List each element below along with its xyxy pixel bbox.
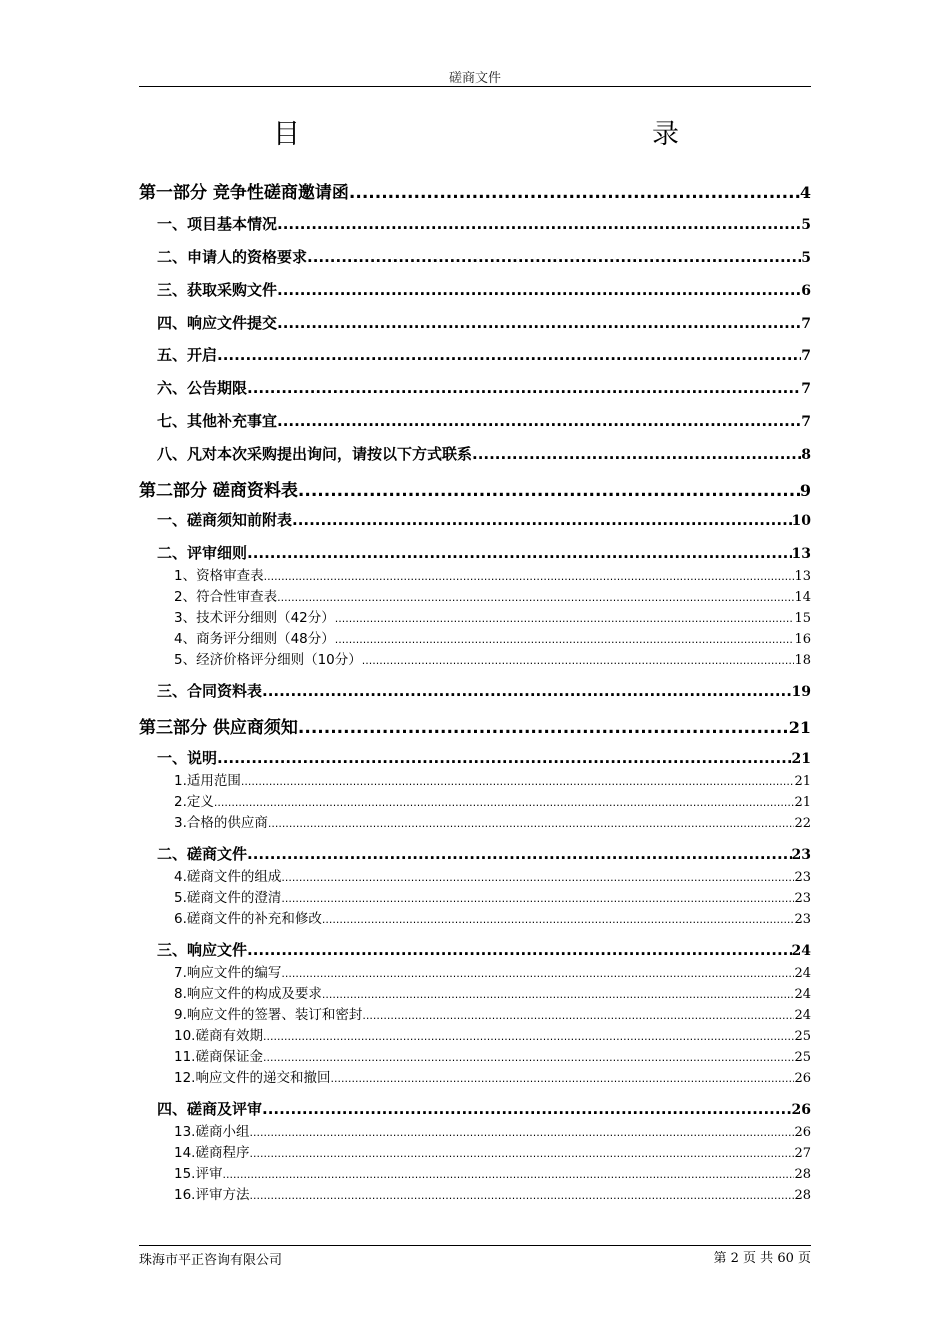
toc-entry[interactable]: [157, 312, 811, 333]
toc-entry[interactable]: [157, 213, 811, 234]
toc-dot-leader: [292, 511, 792, 529]
footer-page-info: 第 2 页 共 60 页: [713, 1251, 811, 1266]
toc-dot-leader: [472, 445, 801, 463]
toc-dot-leader: [281, 871, 794, 884]
toc-dot-leader: [262, 682, 792, 700]
toc-dot-leader: [268, 817, 795, 830]
toc-heading: [0, 112, 950, 152]
toc-entry-label: 15.评审: [174, 1166, 223, 1182]
toc-entry-page: 23: [794, 870, 811, 885]
toc-dot-leader: [263, 1051, 794, 1064]
toc-entry[interactable]: [174, 1024, 811, 1044]
toc-entry-label: 3.合格的供应商: [174, 815, 268, 831]
toc-entry-label: 四、磋商及评审: [157, 1100, 263, 1118]
toc-dot-leader: [264, 570, 795, 583]
toc-entry-page: 23: [794, 912, 811, 927]
toc-entry[interactable]: [174, 1141, 811, 1161]
toc-entry-label: 二、评审细则: [157, 544, 248, 562]
toc-entry-label: 第一部分 竞争性磋商邀请函: [139, 183, 349, 203]
toc-dot-leader: [217, 346, 801, 364]
toc-dot-leader: [307, 248, 801, 266]
toc-entry-page: 26: [791, 1102, 811, 1118]
toc-entry[interactable]: [157, 1098, 811, 1119]
toc-dot-leader: [214, 796, 795, 809]
toc-entry-label: 2.定义: [174, 794, 214, 810]
toc-entry-page: 7: [801, 414, 811, 430]
toc-entry[interactable]: [174, 886, 811, 906]
toc-entry[interactable]: [139, 713, 811, 738]
toc-entry-label: 二、磋商文件: [157, 845, 248, 863]
toc-entry-page: 25: [794, 1050, 811, 1065]
toc-entry-page: 10: [791, 513, 811, 529]
toc-entry-label: 16.评审方法: [174, 1187, 250, 1203]
toc-entry-page: 24: [791, 943, 811, 959]
toc-entry[interactable]: [174, 1045, 811, 1065]
toc-entry-label: 第三部分 供应商须知: [139, 718, 298, 738]
toc-entry-label: 2、符合性审查表: [174, 589, 278, 605]
toc-entry[interactable]: [174, 1183, 811, 1203]
toc-entry-page: 24: [794, 966, 811, 981]
toc-entry[interactable]: [174, 865, 811, 885]
toc-entry-page: 22: [794, 816, 811, 831]
toc-entry-label: 10.磋商有效期: [174, 1028, 263, 1044]
footer-divider: [139, 1245, 811, 1246]
toc-entry-label: 5、经济价格评分细则（10分）: [174, 652, 362, 668]
toc-entry-page: 28: [794, 1188, 811, 1203]
toc-dot-leader: [249, 1189, 794, 1202]
toc-dot-leader: [217, 749, 792, 767]
toc-dot-leader: [263, 1030, 794, 1043]
toc-entry-label: 八、凡对本次采购提出询问，请按以下方式联系: [157, 445, 473, 463]
toc-entry-label: 二、申请人的资格要求: [157, 248, 308, 266]
toc-entry[interactable]: [174, 1162, 811, 1182]
toc-dot-leader: [298, 718, 789, 738]
footer-company: 珠海市平正咨询有限公司: [139, 1253, 283, 1268]
toc-entry-page: 28: [794, 1167, 811, 1182]
toc-entry[interactable]: [157, 939, 811, 960]
toc-entry[interactable]: [174, 1120, 811, 1140]
toc-entry-page: 19: [791, 684, 811, 700]
toc-entry-page: 13: [794, 569, 811, 584]
toc-entry-label: 6.磋商文件的补充和修改: [174, 911, 322, 927]
toc-entry[interactable]: [157, 344, 811, 365]
toc-dot-leader: [277, 215, 801, 233]
toc-entry-label: 七、其他补充事宜: [157, 412, 278, 430]
toc-dot-leader: [249, 1147, 794, 1160]
toc-dot-leader: [362, 1009, 794, 1022]
toc-entry-page: 7: [801, 348, 811, 364]
toc-dot-leader: [335, 612, 795, 625]
toc-entry[interactable]: [157, 246, 811, 267]
toc-entry-page: 15: [794, 611, 811, 626]
toc-entry[interactable]: [174, 790, 811, 810]
toc-entry-label: 一、说明: [157, 749, 218, 767]
toc-entry-page: 6: [801, 283, 811, 299]
toc-entry-label: 5.磋商文件的澄清: [174, 890, 282, 906]
toc-entry-label: 13.磋商小组: [174, 1124, 250, 1140]
toc-dot-leader: [277, 314, 801, 332]
toc-entry[interactable]: [139, 178, 811, 203]
toc-dot-leader: [362, 654, 795, 667]
toc-entry-label: 11.磋商保证金: [174, 1049, 263, 1065]
toc-heading-left: 目: [273, 119, 300, 150]
toc-dot-leader: [322, 913, 795, 926]
toc-entry-label: 六、公告期限: [157, 379, 248, 397]
toc-entry-page: 5: [801, 217, 811, 233]
toc-entry[interactable]: [174, 585, 811, 605]
toc-dot-leader: [281, 892, 794, 905]
toc-entry-page: 26: [794, 1071, 811, 1086]
toc-dot-leader: [247, 845, 792, 863]
toc-entry[interactable]: [174, 811, 811, 831]
toc-entry[interactable]: [174, 564, 811, 584]
toc-entry[interactable]: [174, 1003, 811, 1023]
toc-entry[interactable]: [174, 627, 811, 647]
toc-entry-label: 7.响应文件的编写: [174, 965, 282, 981]
toc-entry[interactable]: [157, 542, 811, 563]
toc-entry-label: 五、开启: [157, 346, 218, 364]
toc-dot-leader: [241, 775, 795, 788]
toc-entry-label: 三、响应文件: [157, 941, 248, 959]
toc-entry-label: 四、响应文件提交: [157, 314, 278, 332]
toc-heading-right: 录: [652, 119, 679, 150]
toc-entry-label: 4、商务评分细则（48分）: [174, 631, 335, 647]
toc-entry[interactable]: [174, 982, 811, 1002]
toc-entry-label: 一、磋商须知前附表: [157, 511, 293, 529]
toc-dot-leader: [335, 633, 795, 646]
toc-entry-page: 7: [801, 316, 811, 332]
toc-entry-label: 1.适用范围: [174, 773, 241, 789]
toc-entry-page: 26: [794, 1125, 811, 1140]
toc-entry[interactable]: [157, 279, 811, 300]
toc-entry-label: 三、获取采购文件: [157, 281, 278, 299]
toc-entry-label: 9.响应文件的签署、装订和密封: [174, 1007, 363, 1023]
toc-entry[interactable]: [157, 843, 811, 864]
toc-entry[interactable]: [174, 1066, 811, 1086]
toc-entry[interactable]: [139, 476, 811, 501]
toc-dot-leader: [222, 1168, 794, 1181]
toc-entry-page: 21: [788, 718, 811, 737]
toc-dot-leader: [298, 481, 800, 501]
toc-entry[interactable]: [157, 377, 811, 398]
toc-dot-leader: [330, 1072, 794, 1085]
toc-dot-leader: [247, 379, 801, 397]
toc-entry-page: 9: [799, 481, 811, 500]
toc-entry[interactable]: [157, 680, 811, 701]
toc-entry-page: 25: [794, 1029, 811, 1044]
toc-entry[interactable]: [174, 648, 811, 668]
toc-entry[interactable]: [174, 606, 811, 626]
toc-entry-label: 1、资格审查表: [174, 568, 264, 584]
toc-entry-label: 8.响应文件的构成及要求: [174, 986, 322, 1002]
toc-dot-leader: [277, 591, 794, 604]
toc-entry-page: 18: [794, 653, 811, 668]
toc-entry-page: 21: [794, 774, 811, 789]
toc-dot-leader: [281, 967, 794, 980]
toc-dot-leader: [277, 412, 801, 430]
toc-entry[interactable]: [157, 443, 811, 464]
toc-entry-page: 13: [791, 546, 811, 562]
toc-entry-page: 7: [801, 381, 811, 397]
toc-entry[interactable]: [174, 769, 811, 789]
toc-entry-page: 27: [794, 1146, 811, 1161]
toc-dot-leader: [262, 1100, 792, 1118]
toc-entry-label: 3、技术评分细则（42分）: [174, 610, 335, 626]
toc-entry-label: 4.磋商文件的组成: [174, 869, 282, 885]
toc-entry-page: 5: [801, 250, 811, 266]
toc-dot-leader: [322, 988, 795, 1001]
toc-entry-page: 16: [794, 632, 811, 647]
toc-entry-page: 8: [801, 447, 811, 463]
toc-entry-page: 23: [794, 891, 811, 906]
toc-entry-page: 21: [791, 751, 811, 767]
toc-entry[interactable]: [174, 961, 811, 981]
toc-entry-page: 21: [794, 795, 811, 810]
toc-entry-page: 4: [799, 183, 811, 202]
running-header: 磋商文件: [448, 71, 501, 86]
toc-entry-label: 12.响应文件的递交和撤回: [174, 1070, 331, 1086]
toc-entry-page: 14: [794, 590, 811, 605]
toc-dot-leader: [349, 183, 800, 203]
header-divider: [139, 86, 811, 87]
toc-dot-leader: [247, 941, 792, 959]
toc-entry-label: 14.磋商程序: [174, 1145, 250, 1161]
toc-dot-leader: [249, 1126, 794, 1139]
toc-entry[interactable]: [174, 907, 811, 927]
toc-dot-leader: [277, 281, 801, 299]
toc-entry-label: 三、合同资料表: [157, 682, 263, 700]
toc-entry-page: 23: [791, 847, 811, 863]
toc-entry[interactable]: [157, 747, 811, 768]
toc-entry-page: 24: [794, 1008, 811, 1023]
toc-entry-page: 24: [794, 987, 811, 1002]
toc-entry-label: 一、项目基本情况: [157, 215, 278, 233]
toc-entry-label: 第二部分 磋商资料表: [139, 481, 298, 501]
toc-dot-leader: [247, 544, 792, 562]
toc-entry[interactable]: [157, 509, 811, 530]
toc-entry[interactable]: [157, 410, 811, 431]
